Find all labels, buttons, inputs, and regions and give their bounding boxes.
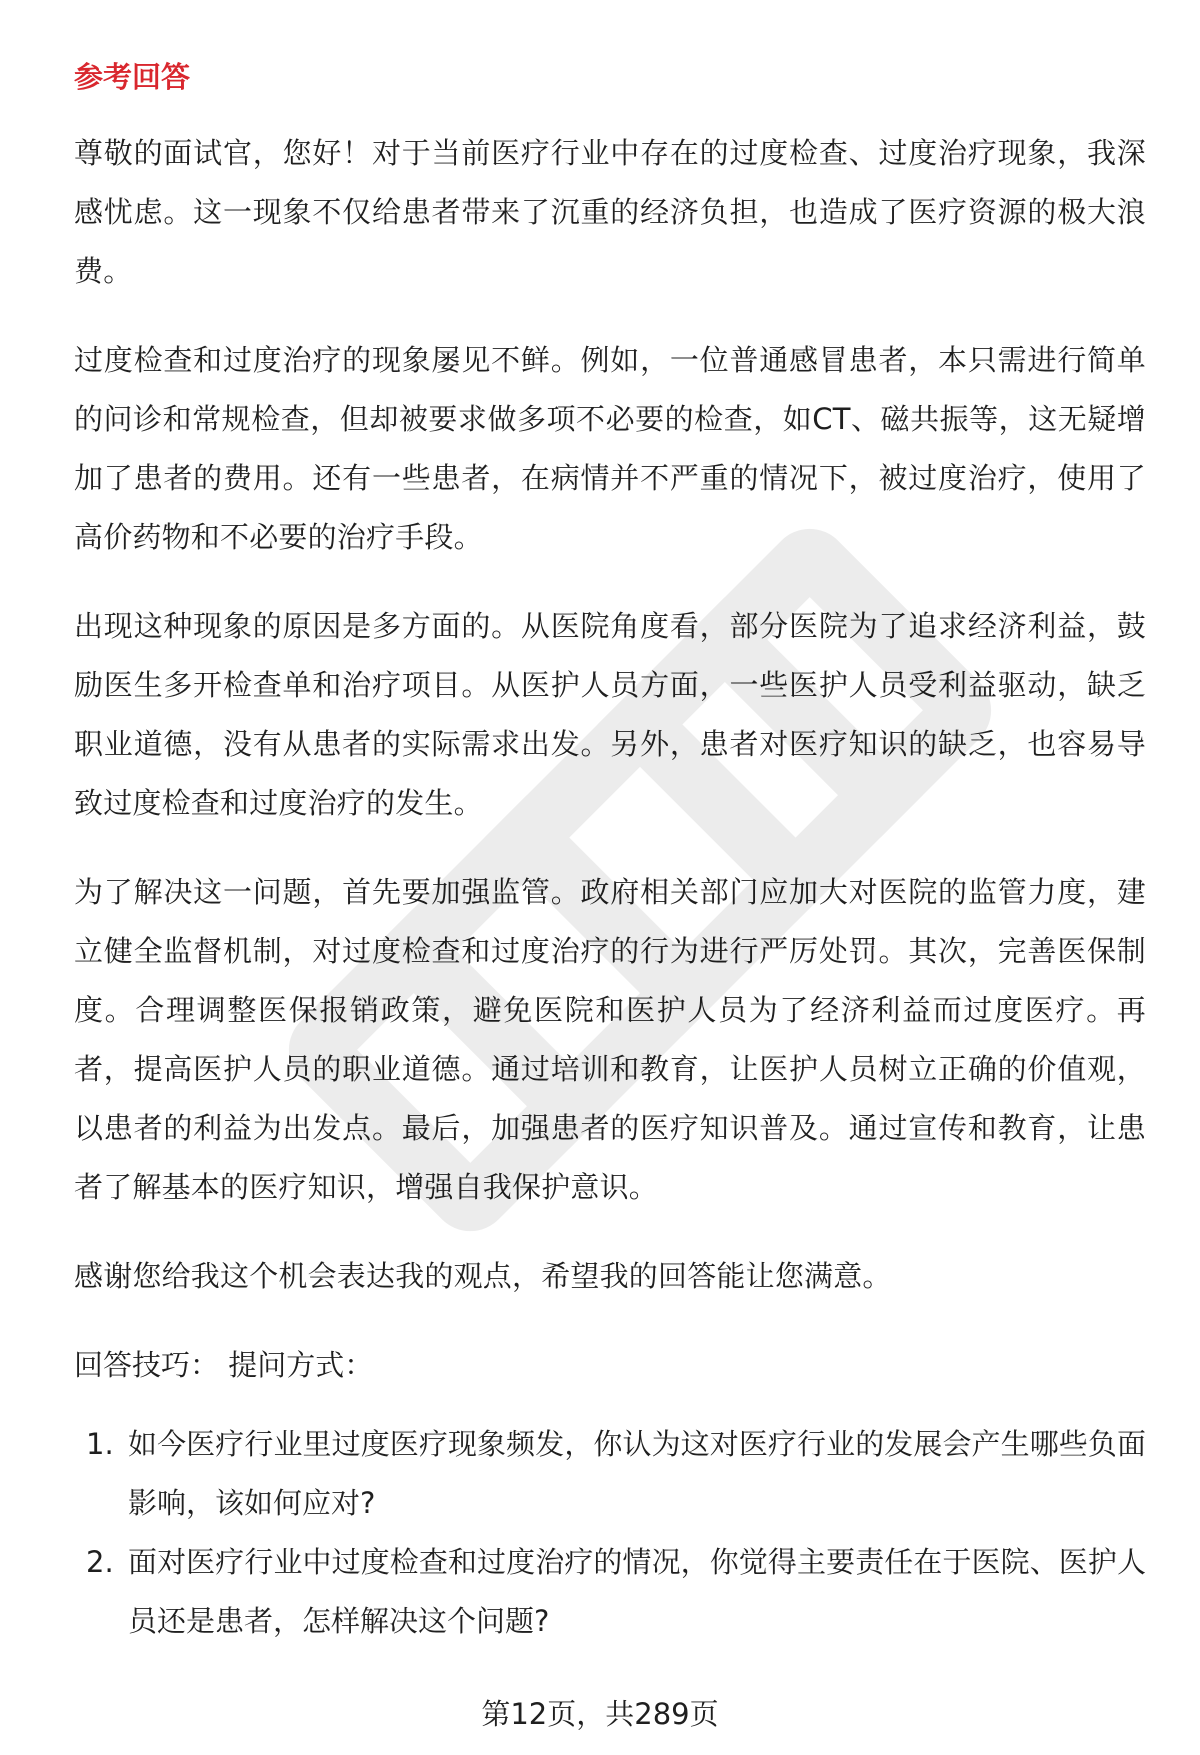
page-number-footer: 第12页，共289页 xyxy=(481,1697,719,1731)
answer-paragraph: 出现这种现象的原因是多方面的。从医院角度看，部分医院为了追求经济利益，鼓励医生多开检查单和治疗项目。从医护人员方面，一些医护人员受利益驱动，缺乏职业道德，没有从患者的实际需求出发。另外，患者对医疗知识的缺乏，也容易导致过度检查和过度治疗的发生。 xyxy=(74,609,1146,820)
answer-paragraph: 尊敬的面试官，您好！对于当前医疗行业中存在的过度检查、过度治疗现象，我深感忧虑。这一现象不仅给患者带来了沉重的经济负担，也造成了医疗资源的极大浪费。 xyxy=(74,136,1146,288)
list-item xyxy=(74,1415,1146,1533)
list-item-text: 如今医疗行业里过度医疗现象频发，你认为这对医疗行业的发展会产生哪些负面影响，该如何应对? xyxy=(128,1427,1146,1520)
tips-label: 回答技巧： 提问方式： xyxy=(74,1348,374,1382)
answer-paragraph: 过度检查和过度治疗的现象屡见不鲜。例如，一位普通感冒患者，本只需进行简单的问诊和常规检查，但却被要求做多项不必要的检查，如CT、磁共振等，这无疑增加了患者的费用。还有一些患者，在病情并不严重的情况下，被过度治疗，使用了高价药物和不必要的治疗手段。 xyxy=(74,343,1146,554)
list-item-text: 面对医疗行业中过度检查和过度治疗的情况，你觉得主要责任在于医院、医护人员还是患者，怎样解决这个问题? xyxy=(128,1545,1146,1638)
question-list xyxy=(74,1415,1146,1651)
answer-paragraph: 感谢您给我这个机会表达我的观点，希望我的回答能让您满意。 xyxy=(74,1259,892,1293)
answer-paragraph: 为了解决这一问题，首先要加强监管。政府相关部门应加大对医院的监管力度，建立健全监督机制，对过度检查和过度治疗的行为进行严厉处罚。其次，完善医保制度。合理调整医保报销政策，避免医院和医护人员为了经济利益而过度医疗。再者，提高医护人员的职业道德。通过培训和教育，让医护人员树立正确的价值观，以患者的利益为出发点。最后，加强患者的医疗知识普及。通过宣传和教育，让患者了解基本的医疗知识，增强自我保护意识。 xyxy=(74,875,1146,1204)
list-item xyxy=(74,1533,1146,1651)
list-item-number: 1. xyxy=(86,1427,114,1461)
list-item-number: 2. xyxy=(86,1545,114,1579)
section-heading: 参考回答 xyxy=(74,60,191,94)
